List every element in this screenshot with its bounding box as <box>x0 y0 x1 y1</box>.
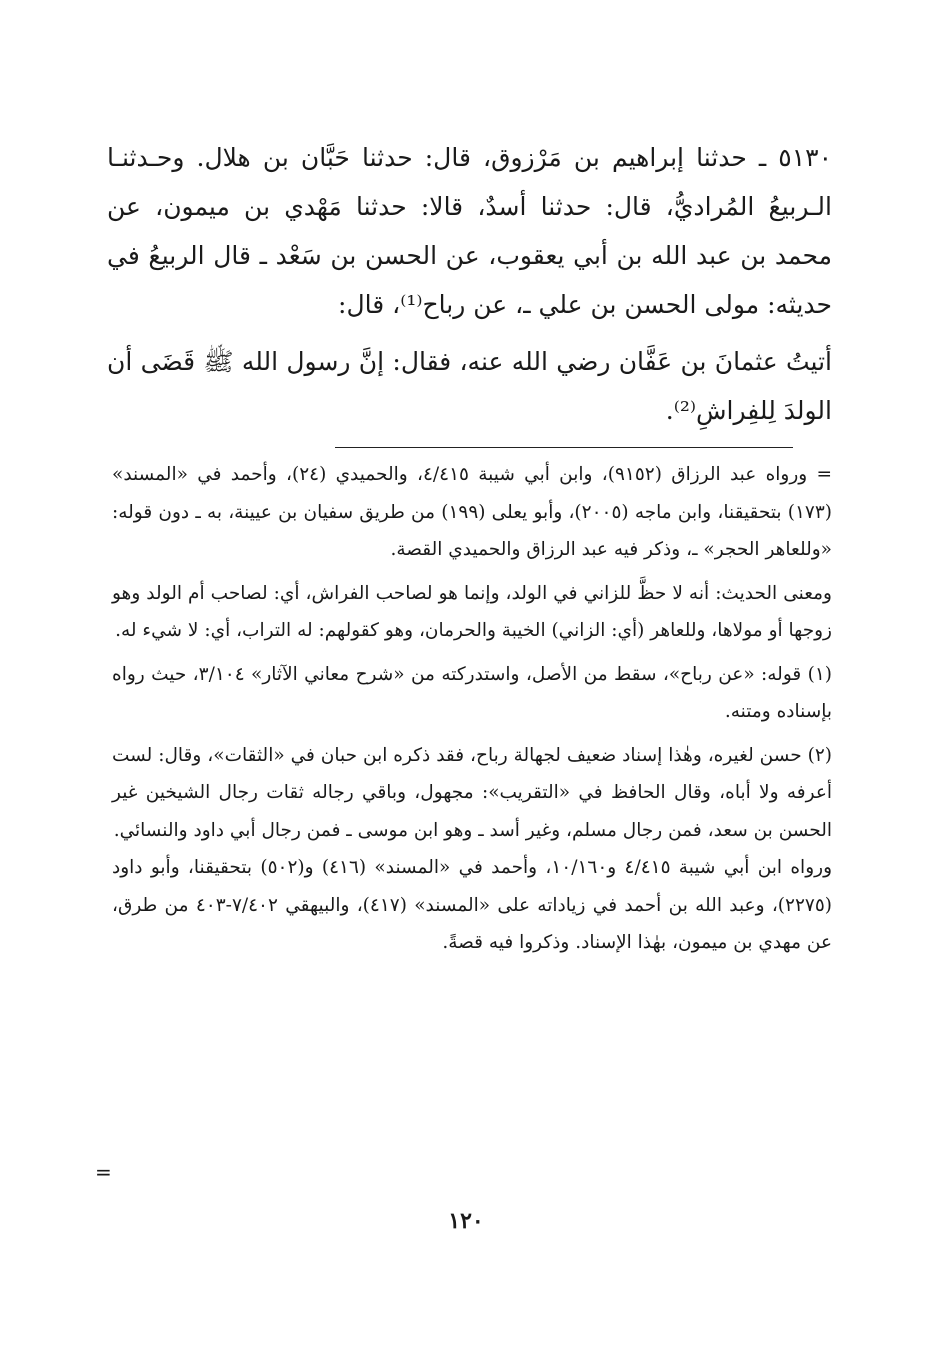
page-number: ١٢٠ <box>448 1208 484 1234</box>
footnote-continuation: = ورواه عبد الرزاق (٩١٥٢)، وابن أبي شيبة ٤/٤١٥، والحميدي (٢٤)، وأحمد في «المسند» (١٧٣) بتحقيقنا، وابن ماجه (٢٠٠٥)، وأبو يعلى (١٩٩) من طريق سفيان بن عيينة، به ـ دون قوله: «وللعاهر الحجر» ـ، وذكر فيه عبد الرزاق والحميدي القصة. <box>112 464 833 560</box>
footnote-meaning: ومعنى الحديث: أنه لا حظَّ للزاني في الولد، وإنما هو لصاحب الفراش، أي: لصاحب أم الولد وهو زوجها أو مولاها، وللعاهر (أي: الزاني) الخيبة والحرمان، وهو كقولهم: له التراب، أي: لا شيء له. <box>112 582 832 641</box>
footnote-2-continuation: ورواه ابن أبي شيبة ٤/٤١٥ و١٠/١٦٠، وأحمد في «المسند» (٤١٦) و(٥٠٢) بتحقيقنا، وأبو داود (٢٢٧٥)، وعبد الله بن أحمد في زياداته على «المسند» (٤١٧)، والبيهقي ٧/٤٠٢-٤٠٣ من طرق، عن مهدي بن ميمون، بهٰذا الإسناد. وذكروا فيه قصةً. <box>112 857 833 953</box>
footnote-separator <box>335 447 793 448</box>
hadith-matn: أتيتُ عثمانَ بن عَفَّان رضي الله عنه، فقال: إنَّ رسول الله ﷺ قَضَى أن الولدَ لِلفِراشِ⁽²⁾. <box>107 347 832 425</box>
footnote-1: (١) قوله: «عن رباح»، سقط من الأصل، واستدركته من «شرح معاني الآثار» ٣/١٠٤، حيث رواه بإسناده ومتنه. <box>112 663 832 722</box>
footnotes <box>112 456 832 962</box>
footnote-2: (٢) حسن لغيره، وهٰذا إسناد ضعيف لجهالة رباح، فقد ذكره ابن حبان في «الثقات»، وقال: لست أعرفه ولا أباه، وقال الحافظ في «التقريب»: مجهول، وباقي رجاله ثقات رجال الشيخين غير الحسن بن سعد، فمن رجال مسلم، وغير أسد ـ وهو ابن موسى ـ فمن رجال أبي داود والنسائي. <box>112 744 832 841</box>
hadith-text <box>107 133 832 435</box>
continues-marker: = <box>95 1160 112 1184</box>
hadith-isnad: ٥١٣٠ ـ حدثنا إبراهيم بن مَرْزوق، قال: حدثنا حَبَّان بن هلال. وحـدثنـا الـربيعُ المُراديُّ، قال: حدثنا أسدٌ، قالا: حدثنا مَهْدي بن ميمون، عن محمد بن عبد الله بن أبي يعقوب، عن الحسن بن سَعْد ـ قال الربيعُ في حديثه: مولى الحسن بن علي ـ، عن رباح⁽¹⁾، قال: <box>107 143 832 319</box>
